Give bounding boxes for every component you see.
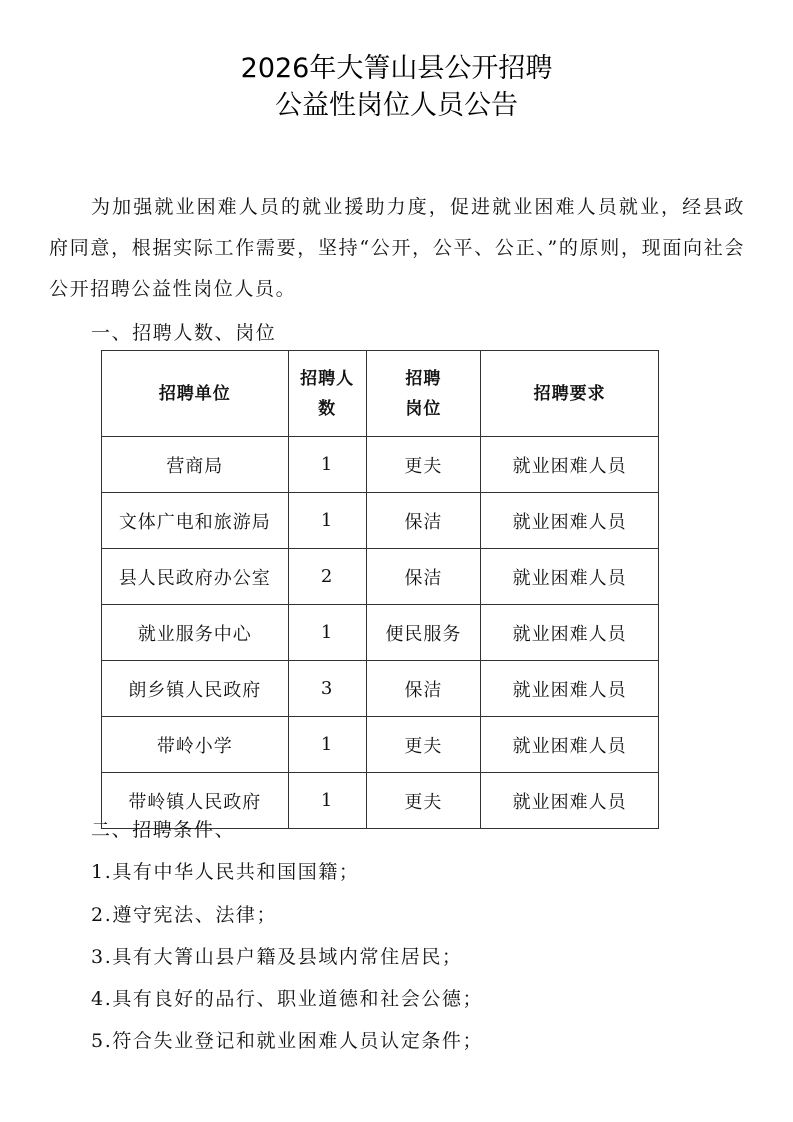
header-count-line1: 招聘人: [300, 368, 355, 389]
cell-post: 更夫: [366, 773, 481, 829]
header-requirement: 招聘要求: [481, 351, 659, 437]
cell-count: 1: [288, 773, 366, 829]
cell-post: 便民服务: [366, 605, 481, 661]
cell-unit: 就业服务中心: [102, 605, 289, 661]
recruitment-table: [101, 350, 659, 829]
cell-requirement: 就业困难人员: [481, 549, 659, 605]
cell-post: 保洁: [366, 493, 481, 549]
cell-requirement: 就业困难人员: [481, 437, 659, 493]
header-post-line1: 招聘: [405, 368, 442, 389]
table-header-row: [102, 351, 659, 437]
header-post-line2: 岗位: [405, 398, 442, 419]
cell-unit: 县人民政府办公室: [102, 549, 289, 605]
cell-count: 1: [288, 437, 366, 493]
cell-post: 保洁: [366, 661, 481, 717]
cell-count: 2: [288, 549, 366, 605]
section-heading-positions: 一、招聘人数、岗位: [91, 322, 277, 344]
section-heading-conditions: 二、招聘条件、: [91, 819, 236, 841]
cell-unit: 带岭小学: [102, 717, 289, 773]
cell-post: 更夫: [366, 717, 481, 773]
condition-item: 5.符合失业登记和就业困难人员认定条件；: [91, 1030, 484, 1052]
cell-unit: 文体广电和旅游局: [102, 493, 289, 549]
table-row: [102, 437, 659, 493]
condition-item: 4.具有良好的品行、职业道德和社会公德；: [91, 988, 484, 1010]
table-row: [102, 717, 659, 773]
cell-count: 1: [288, 717, 366, 773]
header-count-line2: 数: [318, 398, 337, 419]
document-title-line1: 2026年大箐山县公开招聘: [240, 53, 553, 84]
cell-requirement: 就业困难人员: [481, 605, 659, 661]
cell-requirement: 就业困难人员: [481, 493, 659, 549]
cell-requirement: 就业困难人员: [481, 773, 659, 829]
table-row: [102, 605, 659, 661]
cell-count: 3: [288, 661, 366, 717]
cell-requirement: 就业困难人员: [481, 661, 659, 717]
table-row: [102, 549, 659, 605]
table-row: [102, 661, 659, 717]
cell-requirement: 就业困难人员: [481, 717, 659, 773]
cell-unit: 营商局: [102, 437, 289, 493]
header-post: [366, 351, 481, 437]
document-title-line2: 公益性岗位人员公告: [275, 90, 518, 121]
cell-post: 更夫: [366, 437, 481, 493]
table-row: [102, 493, 659, 549]
condition-item: 1.具有中华人民共和国国籍；: [91, 861, 360, 883]
condition-item: 2.遵守宪法、法律；: [91, 904, 278, 926]
intro-paragraph: 为加强就业困难人员的就业援助力度，促进就业困难人员就业，经县政府同意，根据实际工作需要，坚持“公开，公平、公正、”的原则，现面向社会公开招聘公益性岗位人员。: [49, 196, 745, 300]
header-unit: 招聘单位: [102, 351, 289, 437]
header-count: [288, 351, 366, 437]
cell-count: 1: [288, 605, 366, 661]
cell-post: 保洁: [366, 549, 481, 605]
cell-count: 1: [288, 493, 366, 549]
condition-item: 3.具有大箐山县户籍及县域内常住居民；: [91, 946, 463, 968]
cell-unit: 带岭镇人民政府: [102, 773, 289, 829]
cell-unit: 朗乡镇人民政府: [102, 661, 289, 717]
